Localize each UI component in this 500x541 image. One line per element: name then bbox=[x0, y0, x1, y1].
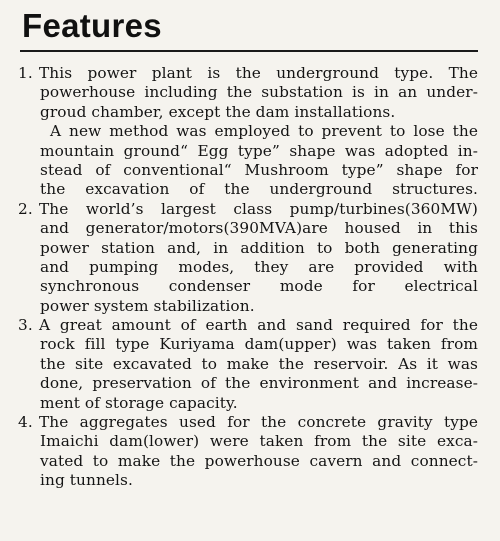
feature-item-4 bbox=[18, 413, 478, 491]
feature-line: power station and, in addition to both generating bbox=[40, 238, 478, 257]
feature-line: Imaichi dam(lower) were taken from the site exca- bbox=[40, 432, 478, 451]
feature-line: 3. A great amount of earth and sand required for the bbox=[18, 316, 478, 335]
feature-item-3 bbox=[18, 316, 478, 413]
feature-line: stead of conventional“ Mushroom type” shape for bbox=[40, 160, 478, 179]
feature-line: ment of storage capacity. bbox=[40, 393, 238, 412]
feature-line: groud chamber, except the dam installations. bbox=[40, 102, 396, 121]
feature-line: 1. This power plant is the underground type. The bbox=[18, 64, 478, 82]
feature-line: the site excavated to make the reservoir. As it was bbox=[40, 354, 478, 373]
item-number: 4. bbox=[18, 413, 33, 432]
feature-line: the excavation of the underground structures. bbox=[40, 180, 478, 199]
feature-line: 4. The aggregates used for the concrete gravity type bbox=[18, 413, 478, 432]
page-title: Features bbox=[22, 7, 162, 44]
feature-line: 2. The world’s largest class pump/turbines(360MW) bbox=[18, 199, 478, 218]
feature-item-1 bbox=[18, 64, 478, 200]
feature-line: vated to make the powerhouse cavern and connect- bbox=[40, 451, 478, 470]
item-number: 1. bbox=[18, 64, 33, 82]
feature-item-2 bbox=[18, 200, 478, 316]
feature-list bbox=[18, 64, 478, 491]
feature-line: power system stabilization. bbox=[40, 296, 255, 315]
item-number: 3. bbox=[18, 316, 33, 335]
feature-line: synchronous condenser mode for electrical bbox=[40, 277, 478, 296]
feature-line: mountain ground“ Egg type” shape was adopted in- bbox=[40, 141, 478, 160]
feature-line: A new method was employed to prevent to lose the bbox=[50, 122, 478, 141]
feature-line: powerhouse including the substation is in an under- bbox=[40, 83, 478, 102]
feature-line: and generator/motors(390MVA)are housed in this bbox=[40, 219, 478, 238]
feature-line: ing tunnels. bbox=[40, 471, 133, 490]
item-number: 2. bbox=[18, 199, 33, 218]
feature-line: done, preservation of the environment and increase- bbox=[40, 374, 478, 393]
title-rule bbox=[20, 50, 478, 52]
feature-line: and pumping modes, they are provided with bbox=[40, 257, 478, 276]
feature-line: rock fill type Kuriyama dam(upper) was taken from bbox=[40, 335, 478, 354]
